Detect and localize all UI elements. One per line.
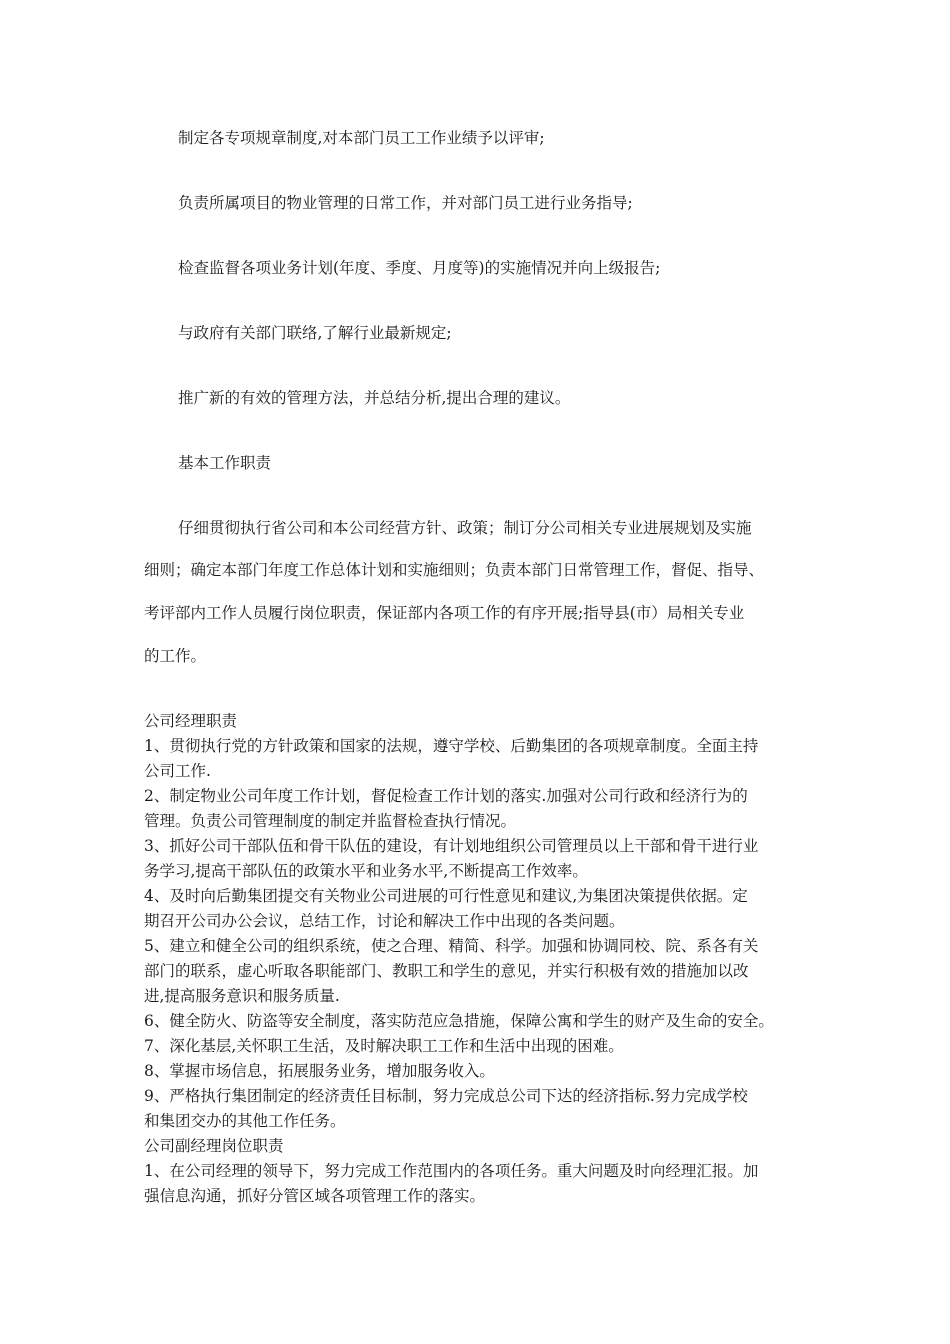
manager-duty-line: 3、抓好公司干部队伍和骨干队伍的建设，有计划地组织公司管理员以上干部和骨干进行业: [144, 837, 759, 855]
manager-duty-line: 9、严格执行集团制定的经济责任目标制，努力完成总公司下达的经济指标.努力完成学校: [144, 1087, 748, 1105]
section-heading-manager: 公司经理职责: [144, 712, 238, 730]
manager-duty-line: 2、制定物业公司年度工作计划，督促检查工作计划的落实.加强对公司行政和经济行为的: [144, 787, 748, 805]
paragraph-line: 的工作。: [144, 647, 207, 665]
paragraph-line: 考评部内工作人员履行岗位职责，保证部内各项工作的有序开展;指导县(市）局相关专业: [144, 604, 745, 622]
manager-duty-line: 和集团交办的其他工作任务。: [144, 1112, 346, 1130]
paragraph-line: 仔细贯彻执行省公司和本公司经营方针、政策；制订分公司相关专业进展规划及实施: [178, 519, 752, 537]
manager-duty-line: 部门的联系，虚心听取各职能部门、教职工和学生的意见，并实行积极有效的措施加以改: [144, 962, 749, 980]
duty-item: 负责所属项目的物业管理的日常工作，并对部门员工进行业务指导;: [178, 194, 633, 212]
duty-item: 检查监督各项业务计划(年度、季度、月度等)的实施情况并向上级报告;: [178, 259, 661, 277]
duty-item: 与政府有关部门联络,了解行业最新规定;: [178, 324, 452, 342]
deputy-duty-line: 1、在公司经理的领导下，努力完成工作范围内的各项任务。重大问题及时向经理汇报。加: [144, 1162, 759, 1180]
manager-duty-line: 7、深化基层,关怀职工生活，及时解决职工工作和生活中出现的困难。: [144, 1037, 624, 1055]
manager-duty-line: 管理。负责公司管理制度的制定并监督检查执行情况。: [144, 812, 517, 830]
duty-item: 推广新的有效的管理方法，并总结分析,提出合理的建议。: [178, 389, 571, 407]
manager-duty-line: 公司工作.: [144, 762, 211, 780]
manager-duty-line: 4、及时向后勤集团提交有关物业公司进展的可行性意见和建议,为集团决策提供依据。定: [144, 887, 748, 905]
section-heading-basic-duties: 基本工作职责: [178, 454, 272, 472]
manager-duty-line: 期召开公司办公会议，总结工作，讨论和解决工作中出现的各类问题。: [144, 912, 625, 930]
manager-duty-line: 进,提高服务意识和服务质量.: [144, 987, 340, 1005]
manager-duty-line: 5、建立和健全公司的组织系统，使之合理、精简、科学。加强和协调同校、院、系各有关: [144, 937, 759, 955]
manager-duty-line: 1、贯彻执行党的方针政策和国家的法规，遵守学校、后勤集团的各项规章制度。全面主持: [144, 737, 759, 755]
manager-duty-line: 8、掌握市场信息，拓展服务业务，增加服务收入。: [144, 1062, 495, 1080]
section-heading-deputy-manager: 公司副经理岗位职责: [144, 1137, 284, 1155]
manager-duty-line: 务学习,提高干部队伍的政策水平和业务水平,不断提高工作效率。: [144, 862, 588, 880]
deputy-duty-line: 强信息沟通，抓好分管区域各项管理工作的落实。: [144, 1187, 486, 1205]
manager-duty-line: 6、健全防火、防盗等安全制度，落实防范应急措施，保障公寓和学生的财产及生命的安全。: [144, 1012, 774, 1030]
paragraph-line: 细则；确定本部门年度工作总体计划和实施细则；负责本部门日常管理工作，督促、指导、: [144, 561, 765, 579]
duty-item: 制定各专项规章制度,对本部门员工工作业绩予以评审;: [178, 129, 545, 147]
